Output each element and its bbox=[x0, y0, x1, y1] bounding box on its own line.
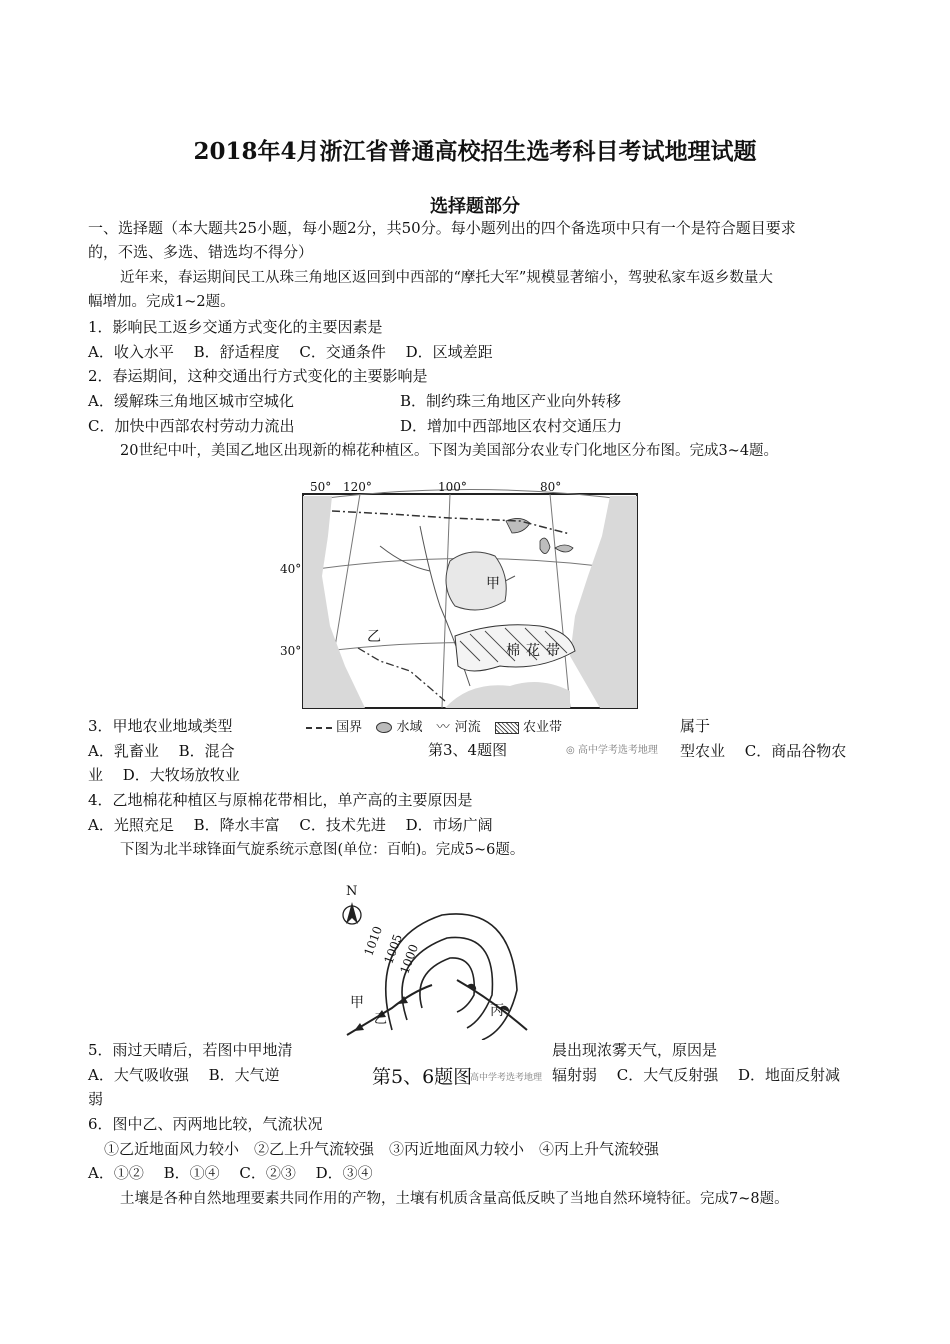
intro-q1-2-line-2: 幅增加。完成1~2题。 bbox=[88, 294, 235, 310]
question-2-option-d: D．增加中西部地区农村交通压力 bbox=[400, 417, 623, 435]
legend-border: 国界 bbox=[336, 720, 363, 735]
water-legend-icon bbox=[376, 722, 392, 733]
page-title: 2018年4月浙江省普通高校招生选考科目考试地理试题 bbox=[193, 138, 757, 165]
river-legend-icon: 〰 bbox=[436, 720, 450, 735]
cyclone-label-yi: 乙 bbox=[374, 1012, 388, 1027]
question-3-options-right: 型农业 C．商品谷物农 bbox=[680, 742, 847, 760]
legend-river: 河流 bbox=[454, 720, 481, 735]
cyclone-label-jia: 甲 bbox=[350, 995, 364, 1011]
map-caption: 第3、4题图 bbox=[428, 741, 508, 759]
legend-water: 水域 bbox=[396, 720, 423, 735]
region-jia-label: 甲 bbox=[486, 576, 500, 592]
intro-q1-2-line-1: 近年来，春运期间民工从珠三角地区返回到中西部的“摩托大军”规模显著缩小，驾驶私家车返乡数量大 bbox=[120, 270, 773, 286]
cyclone-watermark: 高中学考选考地理 bbox=[470, 1073, 543, 1083]
north-label: N bbox=[346, 884, 358, 899]
question-4: 4．乙地棉花种植区与原棉花带相比，单产高的主要原因是 bbox=[88, 791, 473, 809]
lon-label-80: 80° bbox=[540, 480, 562, 494]
lon-label-50: 50° bbox=[310, 480, 332, 494]
question-5-right: 晨出现浓雾天气，原因是 bbox=[552, 1041, 718, 1059]
cyclone-diagram bbox=[332, 880, 532, 1040]
question-2-option-b: B．制约珠三角地区产业向外转移 bbox=[400, 392, 622, 410]
question-6: 6．图中乙、丙两地比较，气流状况 bbox=[88, 1115, 323, 1133]
question-5-left: 5．雨过天晴后，若图中甲地清 bbox=[88, 1041, 293, 1059]
question-6-items: ①乙近地面风力较小 ②乙上升气流较强 ③丙近地面风力较小 ④丙上升气流较强 bbox=[104, 1140, 660, 1158]
lat-label-40: 40° bbox=[280, 562, 302, 576]
lon-label-100: 100° bbox=[438, 480, 467, 494]
question-5-options-right: 辐射弱 C．大气反射强 D．地面反射减 bbox=[552, 1066, 841, 1084]
question-1-options: A．收入水平 B．舒适程度 C．交通条件 D．区域差距 bbox=[88, 343, 493, 361]
question-5-options-left: A．大气吸收强 B．大气逆 bbox=[88, 1066, 280, 1084]
question-3-right: 属于 bbox=[680, 717, 711, 735]
cyclone-caption: 第5、6题图 bbox=[372, 1066, 473, 1088]
cotton-belt-label: 棉花带 bbox=[506, 643, 566, 659]
isobar-label-1005: 1005 bbox=[381, 932, 406, 966]
question-6-options: A．①② B．①④ C．②③ D．③④ bbox=[88, 1164, 373, 1182]
question-3-options-left: A．乳畜业 B．混合 bbox=[88, 742, 235, 760]
map-graphic bbox=[270, 476, 680, 712]
question-4-options: A．光照充足 B．降水丰富 C．技术先进 D．市场广阔 bbox=[88, 816, 493, 834]
isobar-label-1010: 1010 bbox=[361, 924, 386, 958]
section-title: 选择题部分 bbox=[430, 196, 520, 217]
intro-q7-8: 土壤是各种自然地理要素共同作用的产物，土壤有机质含量高低反映了当地自然环境特征。完成7~8题。 bbox=[120, 1191, 789, 1207]
instructions-line-1: 一、选择题（本大题共25小题，每小题2分，共50分。每小题列出的四个备选项中只有一个是符合题目要求 bbox=[88, 219, 796, 237]
intro-q3-4: 20世纪中叶，美国乙地区出现新的棉花种植区。下图为美国部分农业专门化地区分布图。完成3~4题。 bbox=[120, 443, 779, 459]
map-watermark-text: 高中学考选考地理 bbox=[577, 745, 658, 756]
question-3-options-wrap: 业 D．大牧场放牧业 bbox=[88, 766, 240, 784]
isobar-label-1000: 1000 bbox=[397, 942, 422, 976]
border-legend-icon bbox=[306, 727, 332, 729]
intro-q5-6: 下图为北半球锋面气旋系统示意图(单位：百帕)。完成5~6题。 bbox=[120, 842, 525, 858]
lon-label-120: 120° bbox=[343, 480, 372, 494]
us-agriculture-map bbox=[270, 476, 680, 712]
belt-legend-icon bbox=[495, 722, 519, 734]
question-5-options-wrap: 弱 bbox=[88, 1090, 104, 1108]
question-1: 1．影响民工返乡交通方式变化的主要因素是 bbox=[88, 318, 383, 336]
lat-label-30: 30° bbox=[280, 644, 302, 658]
map-watermark bbox=[566, 741, 658, 756]
question-3-left: 3．甲地农业地域类型 bbox=[88, 717, 233, 735]
cyclone-label-bing: 丙 bbox=[490, 1003, 504, 1019]
wechat-icon: ◎ bbox=[566, 745, 575, 756]
question-2: 2．春运期间，这种交通出行方式变化的主要影响是 bbox=[88, 367, 428, 385]
instructions-line-2: 的，不选、多选、错选均不得分） bbox=[88, 243, 314, 261]
question-2-option-c: C．加快中西部农村劳动力流出 bbox=[88, 417, 295, 435]
region-yi-label: 乙 bbox=[367, 629, 381, 645]
legend-belt: 农业带 bbox=[523, 720, 563, 735]
map-legend bbox=[306, 716, 572, 735]
question-2-option-a: A．缓解珠三角地区城市空城化 bbox=[88, 392, 294, 410]
